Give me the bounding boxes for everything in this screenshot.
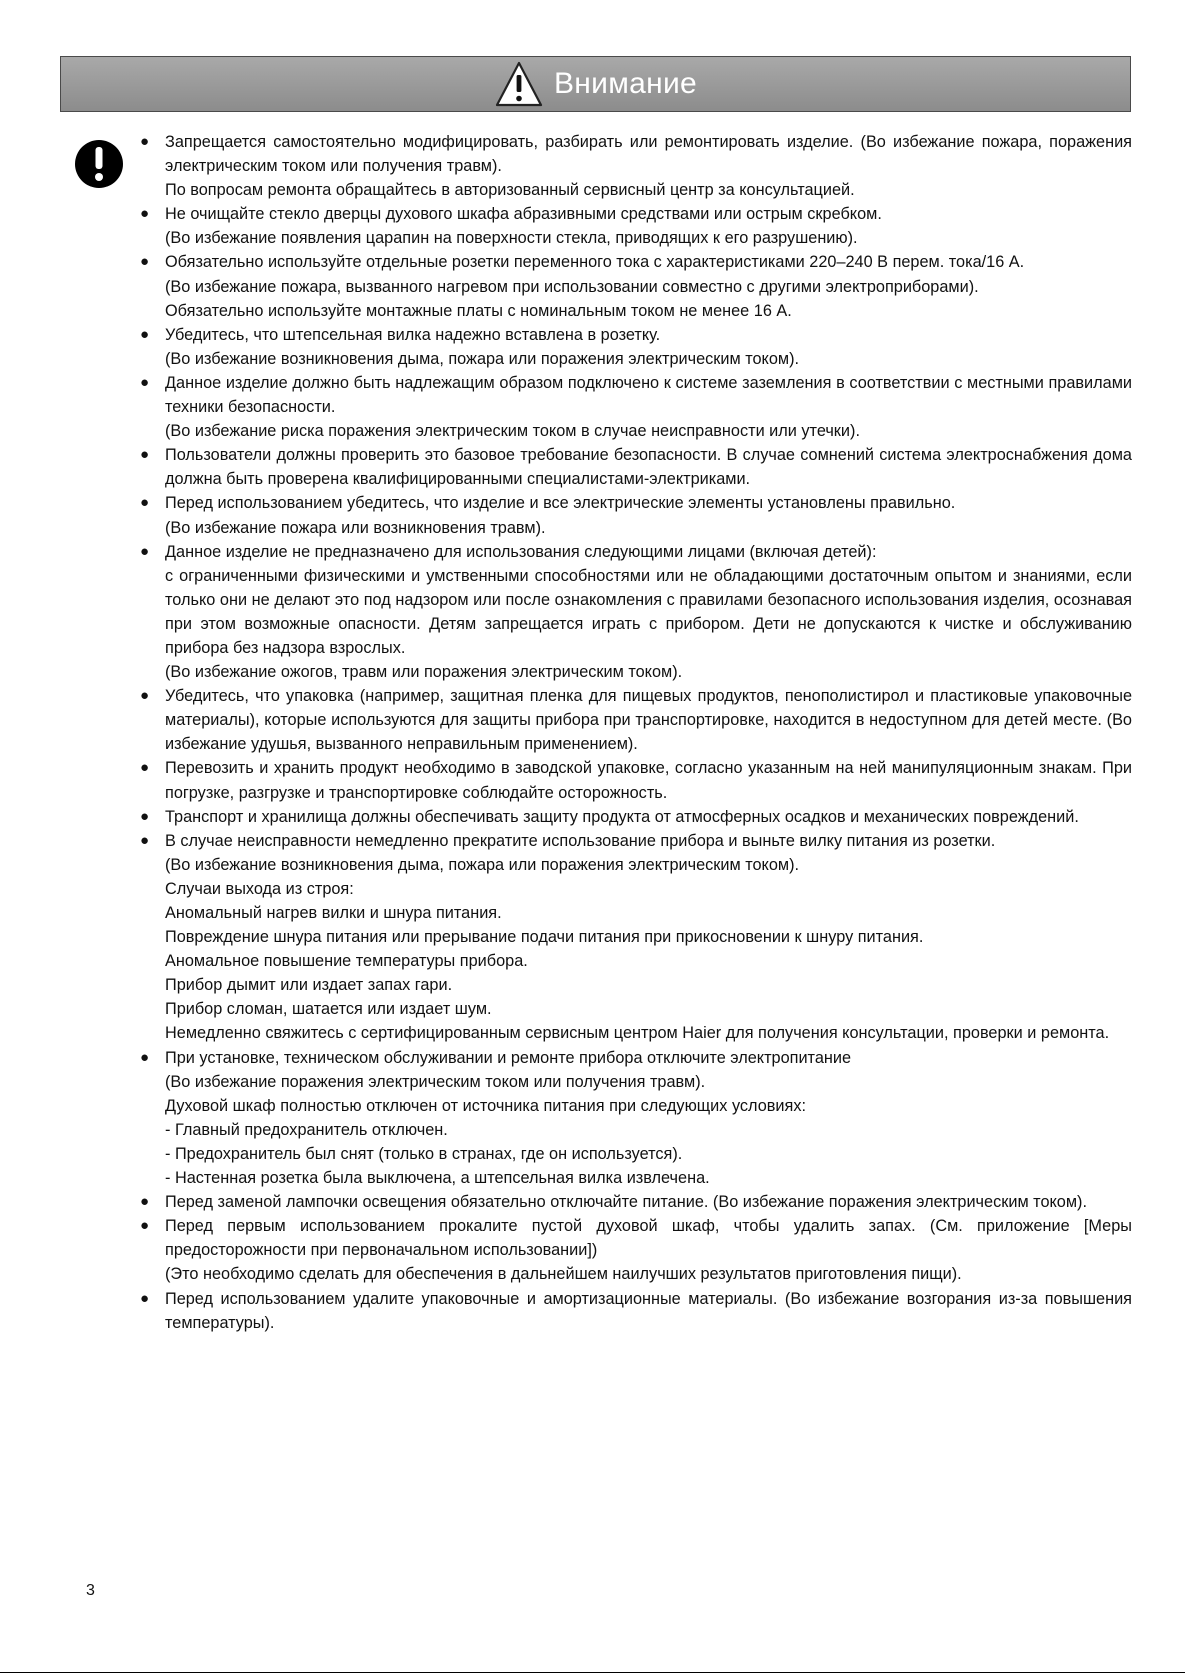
bullet-icon: ● — [140, 373, 150, 391]
paragraph: Данное изделие не предназначено для использования следующими лицами (включая детей): — [165, 542, 877, 561]
paragraph: (Это необходимо сделать для обеспечения в дальнейшем наилучших результатов приготовления пищи). — [165, 1265, 962, 1284]
paragraph: Убедитесь, что упаковка (например, защитная пленка для пищевых продуктов, пенополистирол и пластиковые упаковочные материалы), которые используются для защиты прибора при транспортировке, находится в недоступном для детей месте. (Во избежание удушья, вызванного неправильным применением). — [165, 687, 1132, 754]
paragraph: Обязательно используйте отдельные розетки переменного тока с характеристиками 220–240 В перем. тока/16 А. — [165, 253, 1025, 272]
paragraph: (Во избежание поражения электрическим током или получения травм). — [165, 1072, 706, 1091]
paragraph: (Во избежание пожара, вызванного нагревом при использовании совместно с другими электроприборами). — [165, 277, 979, 296]
bullet-icon: ● — [140, 1048, 150, 1066]
warning-triangle-icon — [494, 60, 544, 108]
paragraph: Немедленно свяжитесь с сертифицированным сервисным центром Haier для получения консультации, проверки и ремонта. — [165, 1024, 1110, 1043]
paragraph: В случае неисправности немедленно прекратите использование прибора и выньте вилку питания из розетки. — [165, 831, 996, 850]
list-item — [138, 443, 1132, 491]
paragraph: Перевозить и хранить продукт необходимо в заводской упаковке, согласно указанным на ней манипуляционным знакам. При погрузке, разгрузке и транспортировке соблюдайте осторожность. — [165, 759, 1132, 802]
paragraph: Перед первым использованием прокалите пустой духовой шкаф, чтобы удалить запах. (См. приложение [Меры предосторожности при первоначальном использовании]) — [165, 1217, 1132, 1260]
list-item — [138, 1046, 1132, 1191]
paragraph: - Предохранитель был снят (только в странах, где он используется). — [165, 1144, 683, 1163]
paragraph: По вопросам ремонта обращайтесь в авторизованный сервисный центр за консультацией. — [165, 181, 855, 200]
list-item — [138, 684, 1132, 756]
paragraph: (Во избежание возникновения дыма, пожара или поражения электрическим током). — [165, 349, 800, 368]
paragraph: - Настенная розетка была выключена, а штепсельная вилка извлечена. — [165, 1169, 710, 1188]
paragraph: Перед заменой лампочки освещения обязательно отключайте питание. (Во избежание поражения электрическим током). — [165, 1193, 1087, 1212]
bullet-icon: ● — [140, 253, 150, 271]
paragraph: (Во избежание пожара или возникновения травм). — [165, 518, 546, 537]
paragraph: Аномальное повышение температуры прибора. — [165, 952, 528, 971]
bullet-icon: ● — [140, 446, 150, 464]
bullet-icon: ● — [140, 133, 150, 150]
bullet-icon: ● — [140, 1217, 150, 1235]
bullet-icon: ● — [140, 494, 150, 512]
bullet-icon: ● — [140, 687, 150, 705]
list-item — [138, 805, 1132, 829]
bullet-icon: ● — [140, 205, 150, 223]
paragraph: Перед использованием удалите упаковочные и амортизационные материалы. (Во избежание возгорания из-за повышения температуры). — [165, 1289, 1132, 1332]
paragraph: (Во избежание появления царапин на поверхности стекла, приводящих к его разрушению). — [165, 229, 858, 248]
bullet-icon: ● — [140, 325, 150, 343]
bullet-icon: ● — [140, 831, 150, 849]
paragraph: Случаи выхода из строя: — [165, 879, 354, 898]
paragraph: Не очищайте стекло дверцы духового шкафа абразивными средствами или острым скребком. — [165, 205, 882, 224]
list-item — [138, 540, 1132, 685]
paragraph: Транспорт и хранилища должны обеспечивать защиту продукта от атмосферных осадков и механических повреждений. — [165, 807, 1079, 826]
list-item — [138, 1190, 1132, 1214]
paragraph: Аномальный нагрев вилки и шнура питания. — [165, 904, 502, 922]
page-number: 3 — [86, 1582, 95, 1599]
paragraph: Духовой шкаф полностью отключен от источника питания при следующих условиях: — [165, 1096, 807, 1115]
list-item — [138, 1287, 1132, 1335]
list-item — [138, 371, 1132, 443]
bullet-icon: ● — [140, 542, 150, 560]
list-item — [138, 250, 1132, 322]
bullet-icon: ● — [140, 759, 150, 777]
exclamation-circle-icon — [74, 139, 124, 189]
banner-title: Внимание — [553, 67, 698, 100]
warning-list — [138, 130, 1132, 1335]
bullet-icon: ● — [140, 1193, 150, 1211]
list-item — [138, 829, 1132, 1046]
paragraph: Прибор сломан, шатается или издает шум. — [165, 1000, 492, 1019]
paragraph: Повреждение шнура питания или прерывание подачи питания при прикосновении к шнуру питания. — [165, 928, 924, 947]
paragraph: Перед использованием убедитесь, что изделие и все электрические элементы установлены правильно. — [165, 494, 956, 513]
bullet-icon: ● — [140, 807, 150, 825]
paragraph: Обязательно используйте монтажные платы с номинальным током не менее 16 А. — [165, 301, 792, 320]
paragraph: (Во избежание риска поражения электрическим током в случае неисправности или утечки). — [165, 422, 860, 441]
warning-banner — [60, 56, 1131, 112]
list-item — [138, 491, 1132, 539]
paragraph: (Во избежание ожогов, травм или поражения электрическим током). — [165, 663, 683, 682]
bottom-rule — [0, 1672, 1185, 1673]
paragraph: Прибор дымит или издает запах гари. — [165, 976, 453, 995]
list-item — [138, 1214, 1132, 1286]
list-item — [138, 202, 1132, 250]
paragraph: При установке, техническом обслуживании и ремонте прибора отключите электропитание — [165, 1048, 852, 1067]
paragraph: Убедитесь, что штепсельная вилка надежно вставлена в розетку. — [165, 325, 661, 344]
paragraph: Запрещается самостоятельно модифицировать, разбирать или ремонтировать изделие. (Во избежание пожара, поражения электрическим током или получения травм). — [165, 133, 1132, 176]
list-item — [138, 756, 1132, 804]
paragraph: (Во избежание возникновения дыма, пожара или поражения электрическим током). — [165, 855, 800, 874]
paragraph: Данное изделие должно быть надлежащим образом подключено к системе заземления в соответствии с местными правилами техники безопасности. — [165, 373, 1132, 417]
bullet-icon: ● — [140, 1289, 150, 1307]
paragraph: Пользователи должны проверить это базовое требование безопасности. В случае сомнений система электроснабжения дома должна быть проверена квалифицированными специалистами-электриками. — [165, 446, 1132, 489]
list-item — [138, 323, 1132, 371]
list-item — [138, 130, 1132, 202]
paragraph: - Главный предохранитель отключен. — [165, 1120, 448, 1139]
paragraph: с ограниченными физическими и умственными способностями или не обладающими достаточным опытом и знаниями, если только они не делают это под надзором или после ознакомления с правилами безопасного использования изделия, осознавая при этом возможные опасности. Детям запрещается играть с прибором. Дети не допускаются к чистке и обслуживанию прибора без надзора взрослых. — [165, 566, 1132, 657]
